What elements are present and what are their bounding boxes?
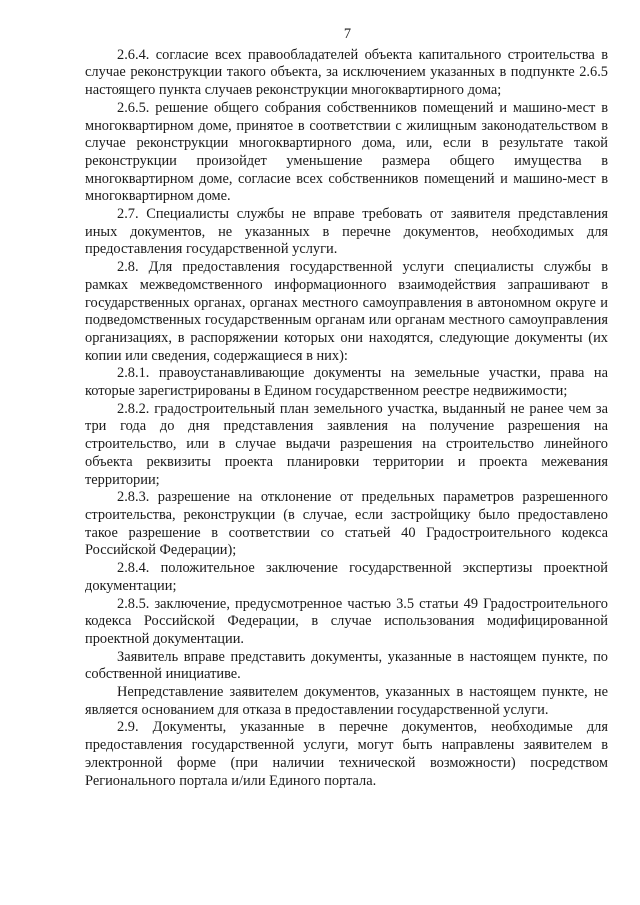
paragraph-2-8-5: 2.8.5. заключение, предусмотренное частью 3.5 статьи 49 Градостроительного кодекса Российской Федерации, в случае использования модифицированной проектной документации. [85, 595, 608, 647]
paragraph-2-9: 2.9. Документы, указанные в перечне документов, необходимые для предоставления государственной услуги, могут быть направлены заявителем в электронной форме (при наличии технической возможности) посредством Регионального портала и/или Единого портала. [85, 719, 608, 789]
paragraph-applicant-right: Заявитель вправе представить документы, указанные в настоящем пункте, по собственной инициативе. [85, 648, 608, 683]
paragraph-non-submission: Непредставление заявителем документов, указанных в настоящем пункте, не является основанием для отказа в предоставлении государственной услуги. [85, 684, 608, 718]
paragraph-2-6-5: 2.6.5. решение общего собрания собственников помещений и машино-мест в многоквартирном доме, принятое в соответствии с жилищным законодательством в случае реконструкции многоквартирного дома, или, если в результате такой реконструкции произойдет уменьшение размера общего имущества в многоквартирном доме, согласие всех собственников помещений и машино-мест в многоквартирном доме. [85, 99, 608, 205]
paragraph-2-8-3: 2.8.3. разрешение на отклонение от предельных параметров разрешенного строительства, реконструкции (в случае, если застройщику было предоставлено такое разрешение в соответствии со статьей 40 Градостроительного кодекса Российской Федерации); [85, 489, 608, 559]
paragraph-2-8: 2.8. Для предоставления государственной услуги специалисты службы в рамках межведомственного информационного взаимодействия запрашивают в государственных органах, органах местного самоуправления в автономном округе и подведомственных государственным органам или органам местного самоуправления организациях, в распоряжении которых они находятся, следующие документы (их копии или сведения, содержащиеся в них): [85, 259, 608, 364]
paragraph-2-7: 2.7. Специалисты службы не вправе требовать от заявителя представления иных документов, не указанных в перечне документов, необходимых для предоставления государственной услуги. [85, 206, 608, 258]
paragraph-2-8-1: 2.8.1. правоустанавливающие документы на земельные участки, права на которые зарегистрированы в Едином государственном реестре недвижимости; [85, 365, 608, 400]
paragraph-2-8-4: 2.8.4. положительное заключение государственной экспертизы проектной документации; [85, 560, 608, 594]
paragraph-2-8-2: 2.8.2. градостроительный план земельного участка, выданный не ранее чем за три года до дня представления заявления на получение разрешения на строительство, или в случае выдачи разрешения на строительство линейного объекта реквизиты проекта планировки территории и проекта межевания территории; [85, 400, 608, 488]
paragraph-2-6-4: 2.6.4. согласие всех правообладателей объекта капитального строительства в случае реконструкции такого объекта, за исключением указанных в подпункте 2.6.5 настоящего пункта случаев реконструкции многоквартирного дома; [85, 46, 608, 99]
page-number: 7 [343, 26, 352, 42]
